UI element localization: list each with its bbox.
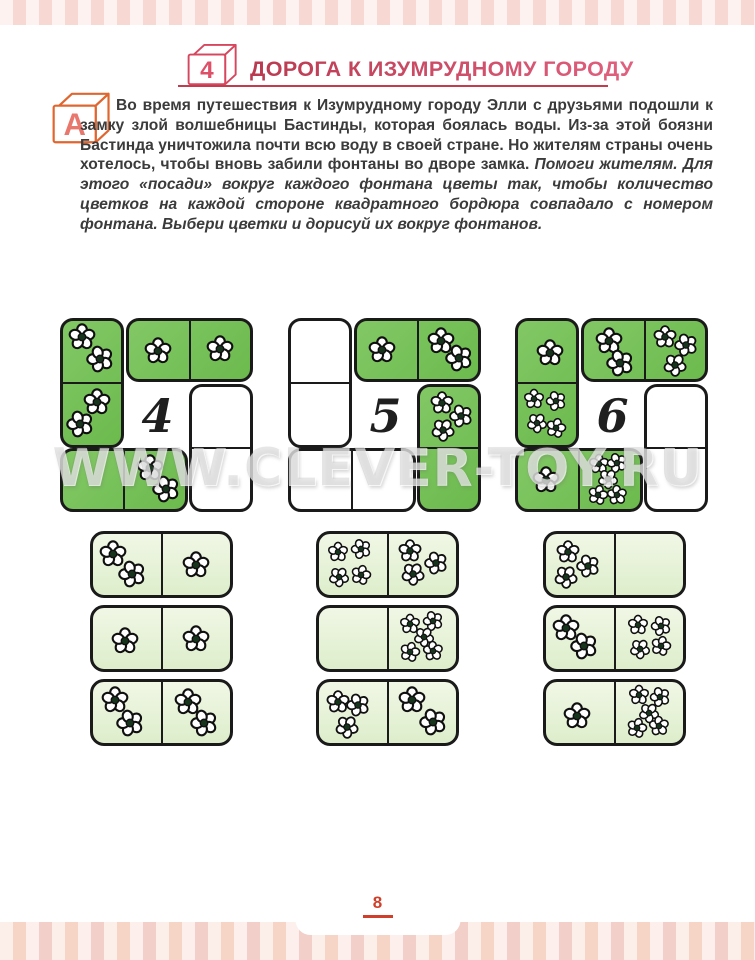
- fountain-number: 5: [369, 389, 402, 443]
- domino-cell: [546, 534, 614, 595]
- domino-cell: [123, 451, 185, 509]
- flower-icon: [206, 335, 234, 363]
- fountain-number: 4: [141, 389, 174, 443]
- figure-domino-top: [354, 318, 481, 382]
- domino-cell: [63, 451, 123, 509]
- task-text-italic: Помоги жителям. Для этого «посади» вокруг каждого фонтана цветы так, чтобы количество цветков на каждой стороне квадратного бордюра совпадало с номером фонтана. Выбери цветки и дорисуй их вокруг фонтанов.: [80, 156, 713, 233]
- flower-icon: [398, 559, 428, 589]
- domino-cell: [161, 682, 231, 743]
- domino-cell: [387, 534, 457, 595]
- flower-icon: [648, 632, 675, 659]
- domino-cell: [647, 387, 705, 447]
- page-number-underline: [363, 915, 393, 918]
- figure-domino-top: [126, 318, 253, 382]
- fountain-figure-5: [288, 318, 481, 512]
- page-title: ДОРОГА К ИЗУМРУДНОМУ ГОРОДУ: [250, 57, 634, 88]
- domino-cell: [546, 608, 614, 669]
- choice-column-2: [316, 531, 459, 746]
- flower-icon: [111, 627, 139, 655]
- domino-cell: [387, 682, 457, 743]
- figure-domino-bottom: [515, 448, 643, 512]
- domino-cell: [614, 682, 684, 743]
- flower-icon: [347, 562, 374, 589]
- choice-column-3: [543, 531, 686, 746]
- domino-cell: [417, 321, 479, 379]
- choice-domino[interactable]: [543, 531, 686, 598]
- task-text-normal: Во время путешествия к Изумрудному городу Элли с друзьями подошли к замку злой волшебницы Бастинды, которая боялась воды. Из-за этой боязни Бастинда уничтожила почти всю воду в своей стране. Но жителям страны очень хотелось, чтобы вновь забили фонтаны во дворе замка.: [80, 97, 713, 174]
- flower-icon: [182, 551, 210, 579]
- domino-cell: [578, 451, 640, 509]
- fountain-figure-6: [515, 318, 708, 512]
- flower-icon: [563, 702, 591, 730]
- task-text: [80, 96, 713, 235]
- domino-cell: [518, 382, 576, 445]
- flower-icon: [660, 350, 690, 380]
- flower-icon: [542, 386, 571, 415]
- figure-domino-right: [417, 384, 481, 512]
- chapter-title-block: [186, 42, 634, 88]
- flower-icon: [333, 712, 363, 742]
- domino-cell: [319, 608, 387, 669]
- flower-icon: [144, 337, 172, 365]
- domino-cell: [291, 382, 349, 445]
- domino-cell: [387, 608, 457, 669]
- title-underline: [178, 85, 608, 87]
- domino-cell: [161, 608, 231, 669]
- figure-domino-bottom: [60, 448, 188, 512]
- domino-cell: [584, 321, 644, 379]
- flower-icon: [368, 336, 396, 364]
- title-cube-number: 4: [200, 57, 214, 85]
- fountain-number: 6: [596, 389, 629, 443]
- flower-icon: [327, 542, 348, 563]
- domino-cell: [614, 534, 684, 595]
- domino-cell: [192, 387, 250, 447]
- domino-cell: [546, 682, 614, 743]
- figure-domino-left: [60, 318, 124, 448]
- choice-domino[interactable]: [316, 605, 459, 672]
- domino-cell: [518, 321, 576, 382]
- page-number: [0, 893, 755, 918]
- domino-cell: [420, 387, 478, 447]
- domino-cell: [351, 451, 413, 509]
- domino-cell: [518, 451, 578, 509]
- domino-cell: [192, 447, 250, 509]
- page-number-tab: [295, 920, 460, 935]
- flower-icon: [346, 535, 375, 564]
- flower-icon: [628, 615, 649, 636]
- domino-cell: [93, 682, 161, 743]
- choice-domino[interactable]: [316, 531, 459, 598]
- domino-cell: [420, 447, 478, 509]
- page-number-value: 8: [372, 893, 383, 912]
- choice-domino[interactable]: [316, 679, 459, 746]
- domino-cell: [614, 608, 684, 669]
- domino-cell: [357, 321, 417, 379]
- figure-domino-top: [581, 318, 708, 382]
- domino-cell: [189, 321, 251, 379]
- choice-domino[interactable]: [90, 605, 233, 672]
- domino-cell: [63, 382, 121, 445]
- domino-cell: [647, 447, 705, 509]
- choice-domino[interactable]: [90, 531, 233, 598]
- flower-icon: [428, 415, 458, 445]
- domino-cell: [161, 534, 231, 595]
- choice-domino[interactable]: [90, 679, 233, 746]
- number-cube-icon: [186, 42, 240, 88]
- top-border-stripes: [0, 0, 755, 25]
- flower-icon: [398, 686, 426, 714]
- flower-icon: [532, 466, 560, 494]
- flower-icon: [536, 339, 564, 367]
- domino-cell: [93, 608, 161, 669]
- choice-domino[interactable]: [543, 679, 686, 746]
- domino-cell: [291, 321, 349, 382]
- figure-domino-bottom[interactable]: [288, 448, 416, 512]
- figure-domino-left: [515, 318, 579, 448]
- domino-cell: [319, 534, 387, 595]
- task-letter: А: [63, 106, 86, 142]
- choice-column-1: [90, 531, 233, 746]
- figure-domino-left[interactable]: [288, 318, 352, 448]
- domino-cell: [129, 321, 189, 379]
- domino-cell: [644, 321, 706, 379]
- domino-cell: [63, 321, 121, 382]
- fountain-figure-4: [60, 318, 253, 512]
- figure-domino-right[interactable]: [644, 384, 708, 512]
- domino-cell: [319, 682, 387, 743]
- figure-domino-right[interactable]: [189, 384, 253, 512]
- choice-domino[interactable]: [543, 605, 686, 672]
- flower-icon: [182, 625, 210, 653]
- domino-cell: [93, 534, 161, 595]
- domino-cell: [291, 451, 351, 509]
